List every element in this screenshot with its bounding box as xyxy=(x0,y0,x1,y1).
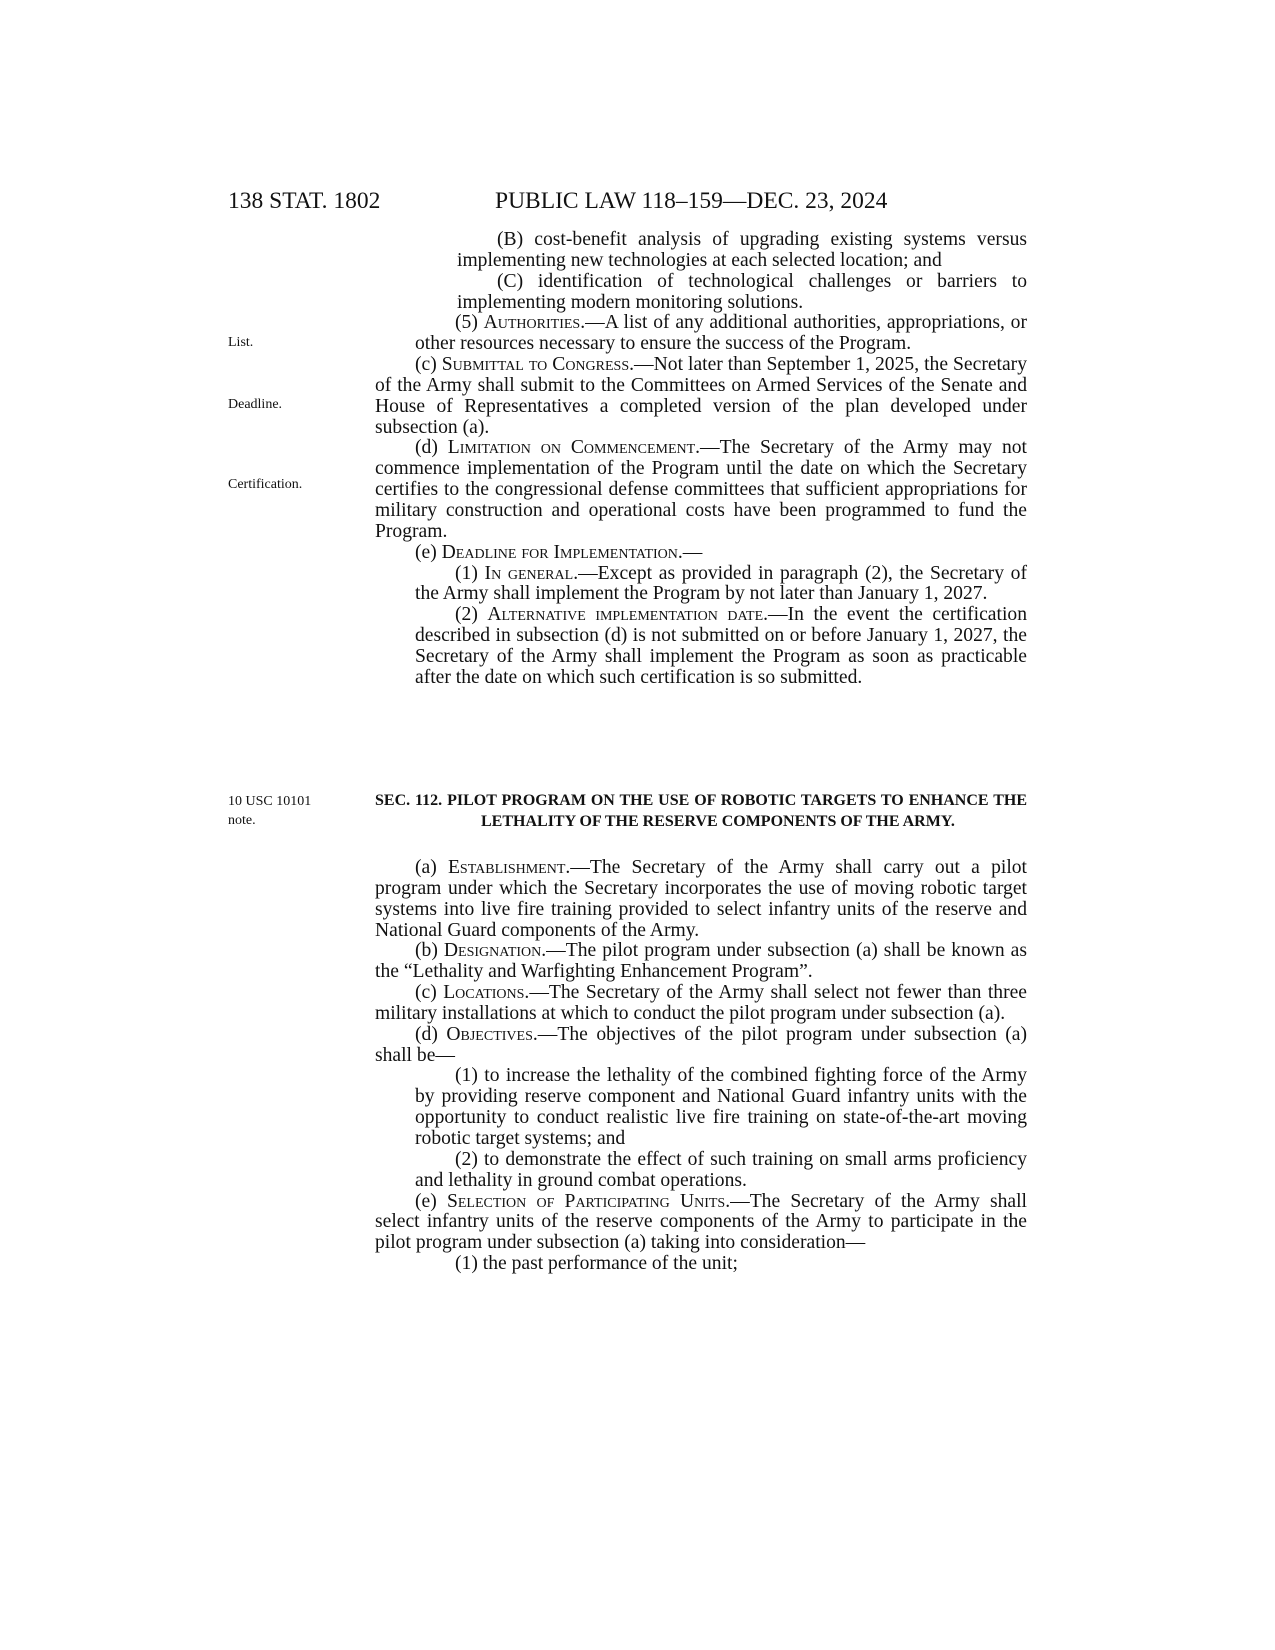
subsection-num: (d) xyxy=(415,437,438,459)
margin-note-usc-line1: 10 USC 10101 xyxy=(228,794,312,809)
subsection-deadline xyxy=(375,543,1027,564)
subsection-num: (e) xyxy=(415,1190,437,1212)
paragraph-num: (5) xyxy=(455,312,478,334)
subsection-text: .— xyxy=(677,541,703,563)
paragraph-in-general xyxy=(375,564,1027,606)
subsection-heading: Limitation on Commencement xyxy=(447,437,696,459)
subsection-text: .—The Secretary of the Army shall select not fewer than three military installations at which to conduct the pilot program under subsection (a). xyxy=(375,982,1027,1024)
margin-note-usc-line2: note. xyxy=(228,813,256,828)
paragraph-num: (2) xyxy=(455,604,478,626)
subsection-num: (d) xyxy=(415,1023,438,1045)
subsection-selection xyxy=(375,1192,1027,1255)
paragraph-objective-2: (2) to demonstrate the effect of such training on small arms proficiency and lethality in ground combat operations. xyxy=(415,1148,1027,1191)
stat-page-number: 138 STAT. 1802 xyxy=(228,188,381,214)
subsection-locations xyxy=(375,983,1027,1025)
subsection-num: (e) xyxy=(415,541,437,563)
subsection-submittal xyxy=(375,355,1027,438)
margin-note-usc xyxy=(228,792,311,830)
subsection-text: .—The objectives of the pilot program under subsection (a) shall be— xyxy=(375,1023,1027,1066)
subsection-heading: Submittal to Congress xyxy=(441,354,630,376)
section-112-heading xyxy=(375,790,1027,832)
paragraph-text: .—A list of any additional authorities, appropriations, or other resources necessary to ensure the success of the Program. xyxy=(415,312,1027,355)
paragraph-text: .—In the event the certification described in subsection (d) is not submitted on or before January 1, 2027, the Secretary of the Army shall implement the Program as soon as practicable after the date on which such certification is so submitted. xyxy=(415,604,1027,688)
subsection-text: .—The Secretary of the Army shall carry out a pilot program under which the Secretary incorporates the use of moving robotic target systems into live fire training provided to select infantry units of the reserve and National Guard components of the Army. xyxy=(375,857,1027,941)
subsection-heading: Selection of Participating Units xyxy=(446,1190,726,1212)
subsection-limitation xyxy=(375,438,1027,542)
subsection-heading: Establishment xyxy=(447,857,566,878)
subsection-objectives xyxy=(375,1025,1027,1067)
subsection-text: .—The Secretary of the Army may not commence implementation of the Program until the date on which the Secretary certifies to the congressional defense committees that sufficient appropriations for military construction and operational costs have been programmed to fund the Program. xyxy=(375,437,1027,542)
paragraph-objective-1: (1) to increase the lethality of the combined fighting force of the Army by providing reserve component and National Guard infantry units with the opportunity to conduct realistic live fire training on state-of-the-art moving robotic target systems; and xyxy=(415,1065,1027,1149)
paragraph-num: (1) xyxy=(455,562,478,584)
subsection-text: .—The Secretary of the Army shall select infantry units of the reserve components of the Army to participate in the pilot program under subsection (a) taking into consideration— xyxy=(375,1190,1027,1254)
subsection-num: (c) xyxy=(415,354,437,376)
paragraph-b-item: (B) cost-benefit analysis of upgrading existing systems versus implementing new technologies at each selected location; and xyxy=(457,229,1027,271)
paragraph-text: .—Except as provided in paragraph (2), the Secretary of the Army shall implement the Program by not later than January 1, 2027. xyxy=(415,562,1027,605)
paragraph-c-item: (C) identification of technological challenges or barriers to implementing modern monitoring solutions. xyxy=(457,270,1027,313)
subsection-designation xyxy=(375,941,1027,983)
subsection-num: (a) xyxy=(415,857,437,878)
subsection-establishment xyxy=(375,858,1027,941)
text-block-continued xyxy=(375,230,1027,689)
law-title-header: PUBLIC LAW 118–159—DEC. 23, 2024 xyxy=(495,188,888,214)
paragraph-alternative-date xyxy=(375,605,1027,688)
margin-note-certification: Certification. xyxy=(228,477,303,492)
subsection-heading: Objectives xyxy=(446,1023,533,1045)
text-block-section-112 xyxy=(375,858,1027,1275)
subsection-heading: Deadline for Implementation xyxy=(441,541,678,563)
paragraph-selection-1: (1) the past performance of the unit; xyxy=(455,1253,738,1275)
paragraph-authorities xyxy=(375,313,1027,355)
paragraph-heading: In general xyxy=(484,562,574,584)
subsection-heading: Locations xyxy=(443,982,525,1004)
subsection-heading: Designation xyxy=(443,940,542,962)
paragraph-heading: Authorities xyxy=(483,312,581,334)
subsection-text: .—The pilot program under subsection (a) shall be known as the “Lethality and Warfighting Enhancement Program”. xyxy=(375,940,1027,983)
subsection-num: (c) xyxy=(415,982,437,1004)
margin-note-list: List. xyxy=(228,335,254,350)
subsection-num: (b) xyxy=(415,940,438,962)
paragraph-heading: Alternative implementation date xyxy=(487,604,764,626)
section-heading-text: SEC. 112. PILOT PROGRAM ON THE USE OF ROBOTIC TARGETS TO ENHANCE THE LETHALITY OF THE RESERVE COMPONENTS OF THE ARMY. xyxy=(375,792,1027,830)
subsection-text: .—Not later than September 1, 2025, the Secretary of the Army shall submit to the Committees on Armed Services of the Senate and House of Representatives a completed version of the plan developed under subsection (a). xyxy=(375,354,1027,438)
margin-note-deadline: Deadline. xyxy=(228,397,283,412)
